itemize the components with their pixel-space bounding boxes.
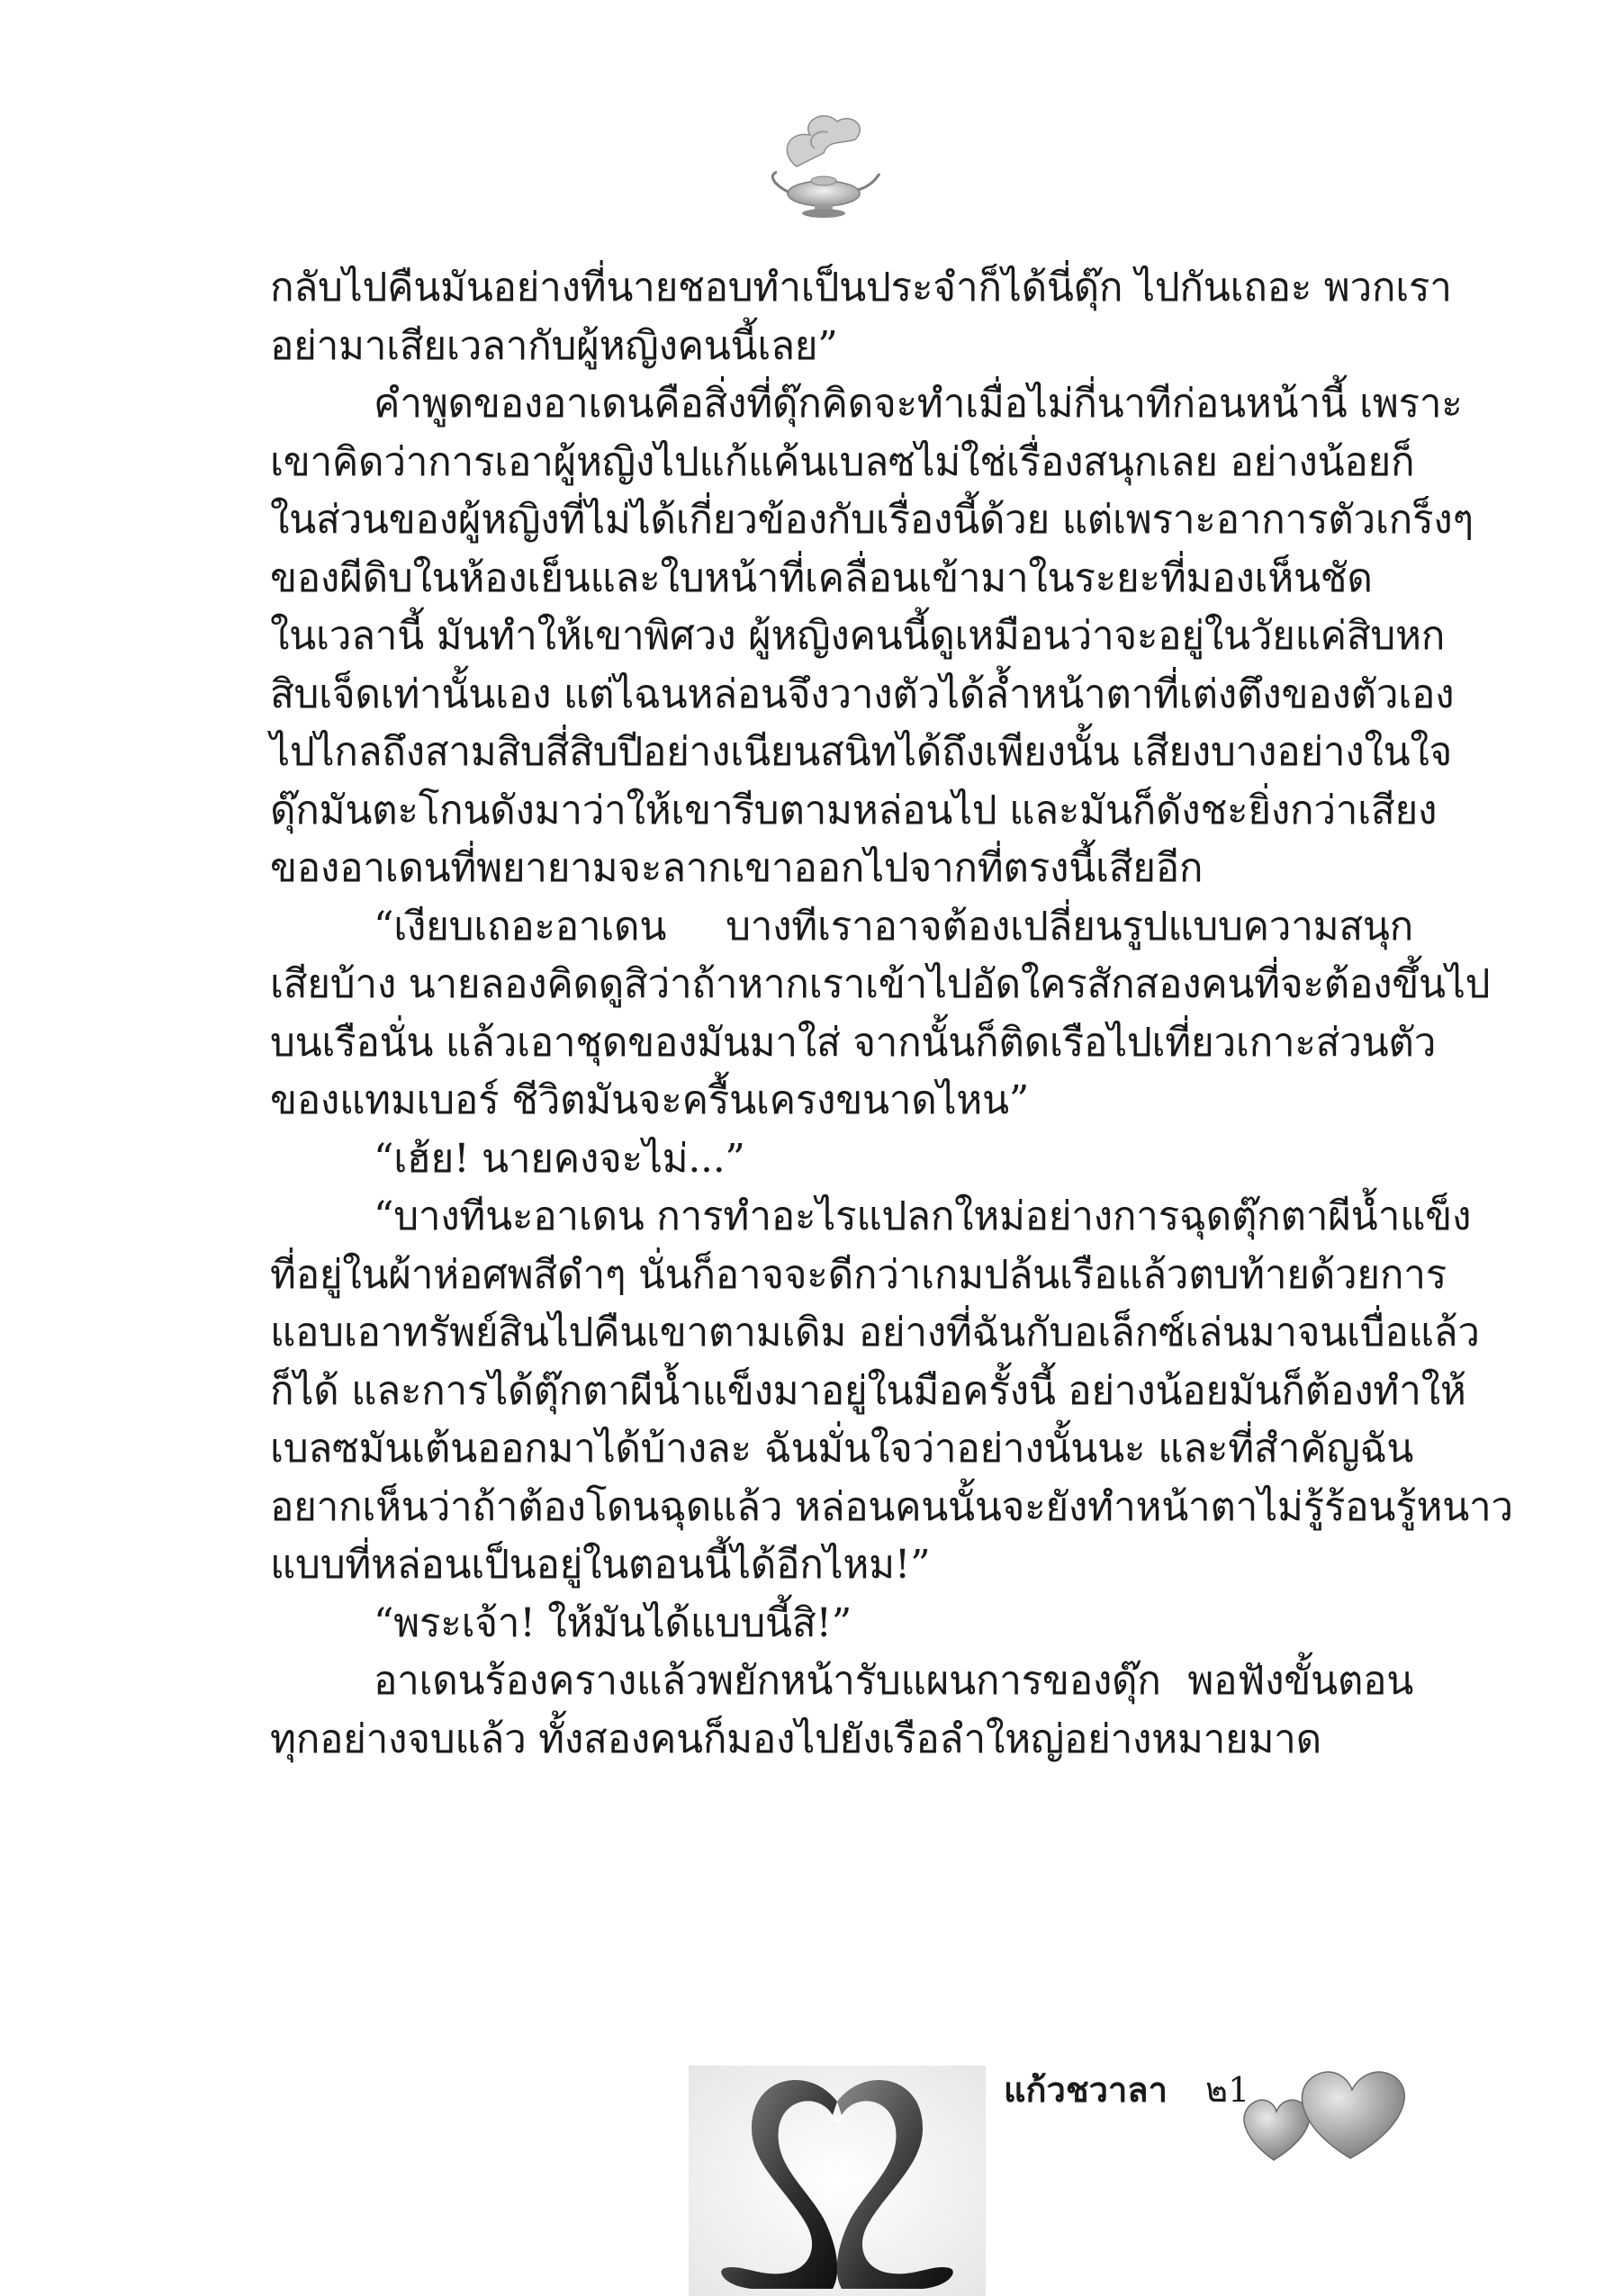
page-number: ๒1 [1205,2070,1250,2110]
text-line: “เงียบเถอะอาเดน บางทีเราอาจต้องเปลี่ยนรูปแบบความสนุก [374,903,1413,950]
text-line: ของอาเดนที่พยายามจะลากเขาออกไปจากที่ตรงนี้เสียอีก [270,845,1204,891]
body-text [270,259,1513,1769]
text-line: กลับไปคืนมันอย่างที่นายชอบทำเป็นประจำก็ได้นี่ดุ๊ก ไปกันเถอะ พวกเรา [270,265,1452,311]
text-line: เสียบ้าง นายลองคิดดูสิว่าถ้าหากเราเข้าไปอัดใครสักสองคนที่จะต้องขึ้นไป [270,961,1491,1007]
text-line: “บางทีนะอาเดน การทำอะไรแปลกใหม่อย่างการฉุดตุ๊กตาผีน้ำแข็ง [374,1193,1472,1239]
text-line: ในส่วนของผู้หญิงที่ไม่ได้เกี่ยวข้องกับเรื่องนี้ด้วย แต่เพราะอาการตัวเกร็งๆ [270,497,1474,543]
text-line: สิบเจ็ดเท่านั้นเอง แต่ไฉนหล่อนจึงวางตัวได้ล้ำหน้าตาที่เต่งตึงของตัวเอง [270,671,1455,717]
swans-icon [689,2066,986,2296]
text-line: ก็ได้ และการได้ตุ๊กตาผีน้ำแข็งมาอยู่ในมือครั้งนี้ อย่างน้อยมันก็ต้องทำให้ [270,1367,1466,1414]
book-title: แก้วชวาลา [1004,2069,1168,2110]
lamp-icon [761,104,882,225]
text-line: อาเดนร้องครางแล้วพยักหน้ารับแผนการของดุ๊ก พอฟังขั้นตอน [374,1658,1413,1704]
text-line: แอบเอาทรัพย์สินไปคืนเขาตามเดิม อย่างที่ฉันกับอเล็กซ์เล่นมาจนเบื่อแล้ว [270,1310,1480,1355]
text-line: ดุ๊กมันตะโกนดังมาว่าให้เขารีบตามหล่อนไป และมันก็ดังชะยิ่งกว่าเสียง [270,787,1438,833]
text-line: ของแทมเบอร์ ชีวิตมันจะครื้นเครงขนาดไหน” [270,1077,1029,1123]
text-line: คำพูดของอาเดนคือสิ่งที่ดุ๊กคิดจะทำเมื่อไม่กี่นาทีก่อนหน้านี้ เพราะ [374,381,1463,427]
hearts-icon [1233,2052,1413,2169]
text-line: ไปไกลถึงสามสิบสี่สิบปีอย่างเนียนสนิทได้ถึงเพียงนั้น เสียงบางอย่างในใจ [270,729,1453,775]
text-line: ที่อยู่ในผ้าห่อศพสีดำๆ นั่นก็อาจจะดีกว่าเกมปล้นเรือแล้วตบท้ายด้วยการ [270,1251,1447,1298]
text-line: ทุกอย่างจบแล้ว ทั้งสองคนก็มองไปยังเรือลำใหญ่อย่างหมายมาด [270,1715,1321,1762]
text-line: เบลซมันเต้นออกมาได้บ้างละ ฉันมั่นใจว่าอย่างนั้นนะ และที่สำคัญฉัน [270,1426,1413,1472]
text-line: ของผีดิบในห้องเย็นและใบหน้าที่เคลื่อนเข้ามาในระยะที่มองเห็นชัด [270,554,1373,601]
text-line: อย่ามาเสียเวลากับผู้หญิงคนนี้เลย” [270,322,838,369]
text-line: แบบที่หล่อนเป็นอยู่ในตอนนี้ได้อีกไหม!” [270,1542,931,1588]
text-line: ในเวลานี้ มันทำให้เขาพิศวง ผู้หญิงคนนี้ดูเหมือนว่าจะอยู่ในวัยแค่สิบหก [270,613,1446,659]
text-line: อยากเห็นว่าถ้าต้องโดนฉุดแล้ว หล่อนคนนั้นจะยังทำหน้าตาไม่รู้ร้อนรู้หนาว [270,1483,1513,1530]
page-footer [1004,2063,1249,2117]
text-line: “เฮ้ย! นายคงจะไม่...” [374,1135,745,1182]
text-line: เขาคิดว่าการเอาผู้หญิงไปแก้แค้นเบลซไม่ใช่เรื่องสนุกเลย อย่างน้อยก็ [270,438,1415,485]
text-line: บนเรือนั่น แล้วเอาชุดของมันมาใส่ จากนั้นก็ติดเรือไปเที่ยวเกาะส่วนตัว [270,1019,1437,1066]
text-line: “พระเจ้า! ให้มันได้แบบนี้สิ!” [374,1599,852,1646]
